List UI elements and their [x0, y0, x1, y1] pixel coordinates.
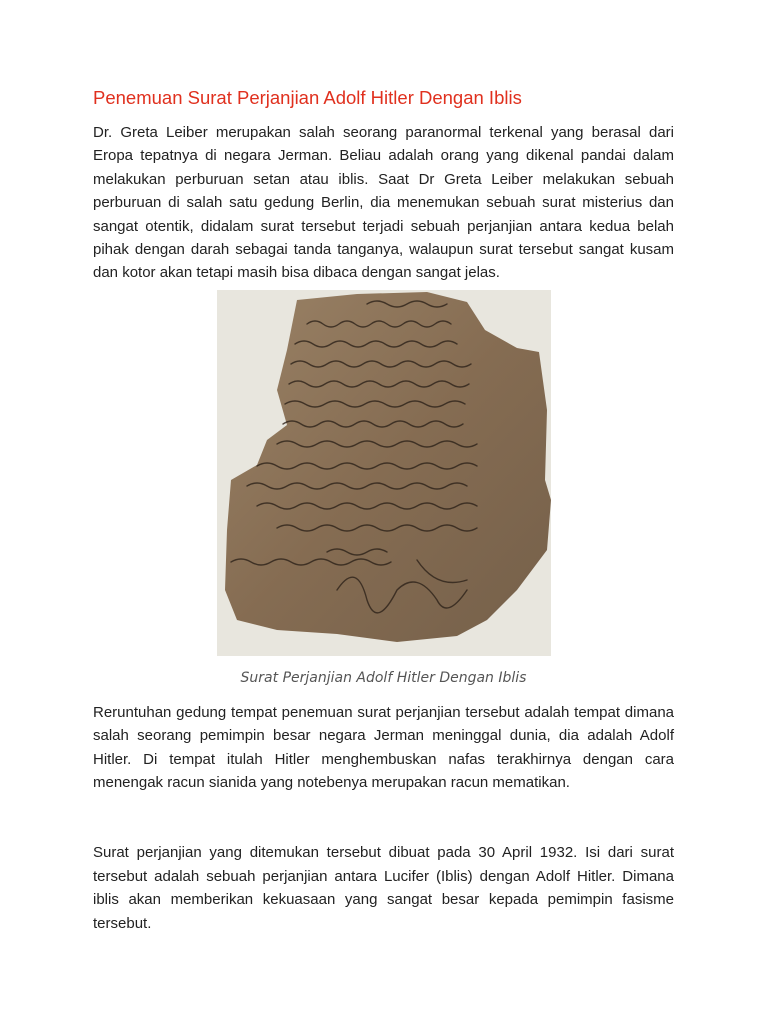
article-title: Penemuan Surat Perjanjian Adolf Hitler Dengan Iblis	[93, 87, 522, 108]
paragraph-ruins: Reruntuhan gedung tempat penemuan surat perjanjian tersebut adalah tempat dimana salah seorang pemimpin besar negara Jerman meninggal dunia, dia adalah Adolf Hitler. Di tempat itulah Hitler menghembuskan nafas terakhirnya dengan cara menengak racun sianida yang notebenya merupakan racun mematikan.	[93, 703, 674, 792]
article	[93, 86, 674, 935]
figure	[93, 290, 674, 688]
figure-caption: Surat Perjanjian Adolf Hitler Dengan Iblis	[240, 669, 527, 686]
paragraph-intro: Dr. Greta Leiber merupakan salah seorang paranormal terkenal yang berasal dari Eropa tepatnya di negara Jerman. Beliau adalah orang yang dikenal pandai dalam melakukan perburuan setan atau iblis. Saat Dr Greta Leiber melakukan sebuah perburuan di salah satu gedung Berlin, dia menemukan sebuah surat misterius dan sangat otentik, didalam surat tersebut terjadi sebuah perjanjian antara kedua belah pihak dengan darah sebagai tanda tanganya, walaupun surat tersebut sangat kusam dan kotor akan tetapi masih bisa dibaca dengan sangat jelas.	[93, 124, 674, 282]
paragraph-letter-date: Surat perjanjian yang ditemukan tersebut dibuat pada 30 April 1932. Isi dari surat tersebut adalah sebuah perjanjian antara Lucifer (Iblis) dengan Adolf Hitler. Dimana iblis akan memberikan kekuasaan yang sangat besar kepada pemimpin fasisme tersebut.	[93, 844, 674, 932]
handwritten-letter-photo	[217, 290, 551, 656]
spacer	[93, 794, 674, 841]
